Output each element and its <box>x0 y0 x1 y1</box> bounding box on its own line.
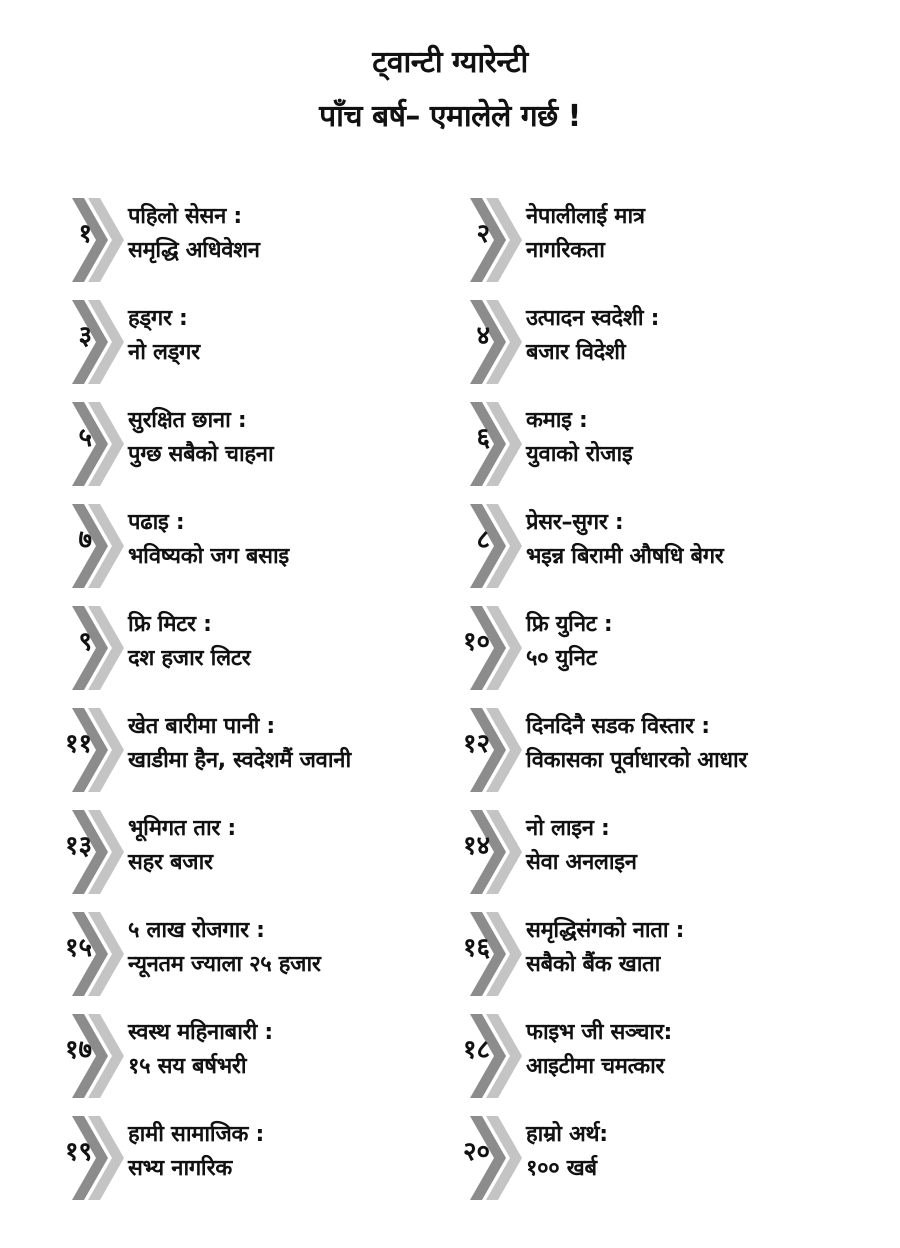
item-detail: विकासका पूर्वाधारको आधार <box>526 748 748 773</box>
item-heading: फाइभ जी सञ्चार: <box>526 1020 673 1045</box>
item-heading: पढाइ : <box>128 510 185 535</box>
item-detail: १०० खर्ब <box>526 1156 597 1181</box>
item-detail: सबैको बैंक खाता <box>526 952 661 977</box>
item-heading: उत्पादन स्वदेशी : <box>526 306 660 331</box>
list-item <box>436 1110 886 1202</box>
item-detail: सहर बजार <box>128 850 213 875</box>
item-number: १० <box>462 627 490 657</box>
list-item <box>38 294 448 386</box>
item-heading: समृद्धिसंगको नाता : <box>526 918 685 943</box>
item-number: ५ <box>78 423 92 453</box>
list-item <box>38 1110 448 1202</box>
item-heading: स्वस्थ महिनाबारी : <box>128 1020 273 1045</box>
list-item <box>436 294 886 386</box>
item-heading: सुरक्षित छाना : <box>128 408 247 433</box>
item-number: १३ <box>64 831 92 861</box>
page-title: ट्वान्टी ग्यारेन्टी <box>372 45 528 80</box>
list-item <box>436 396 886 488</box>
item-detail: समृद्धि अधिवेशन <box>128 238 260 263</box>
item-detail: बजार विदेशी <box>526 340 626 365</box>
item-number: १ <box>78 219 92 249</box>
item-detail: सेवा अनलाइन <box>526 850 637 875</box>
item-detail: पुग्छ सबैको चाहना <box>128 442 274 467</box>
list-item <box>436 192 886 284</box>
item-detail: न्यूनतम ज्याला २५ हजार <box>128 952 321 977</box>
item-number: १६ <box>462 933 490 963</box>
list-item <box>38 1008 448 1100</box>
item-number: १४ <box>462 831 490 861</box>
item-detail: नागरिकता <box>526 238 605 263</box>
item-heading: दिनदिनै सडक विस्तार : <box>526 714 710 739</box>
item-number: ६ <box>476 423 490 453</box>
item-detail: खाडीमा हैन, स्वदेशमैं जवानी <box>128 748 351 773</box>
item-heading: हामी सामाजिक : <box>128 1122 264 1147</box>
list-item <box>436 906 886 998</box>
item-heading: फ्रि युनिट : <box>526 612 613 637</box>
list-item <box>38 804 448 896</box>
item-detail: भइन्न बिरामी औषधि बेगर <box>526 544 724 569</box>
item-number: १५ <box>64 933 92 963</box>
item-detail: १५ सय बर्षभरी <box>128 1054 247 1079</box>
item-number: २ <box>476 219 490 249</box>
item-heading: नो लाइन : <box>526 816 610 841</box>
item-heading: प्रेसर–सुगर : <box>526 510 624 535</box>
item-number: ३ <box>78 321 92 351</box>
list-item <box>38 600 448 692</box>
item-heading: कमाइ : <box>526 408 588 433</box>
item-heading: नेपालीलाई मात्र <box>526 204 645 229</box>
page-subtitle: पाँच बर्ष– एमालेले गर्छ ! <box>319 99 581 134</box>
list-item <box>436 600 886 692</box>
item-number: ७ <box>78 525 92 555</box>
item-heading: फ्रि मिटर : <box>128 612 212 637</box>
item-number: १९ <box>64 1137 92 1167</box>
item-number: ४ <box>476 321 490 351</box>
item-number: २० <box>462 1137 490 1167</box>
list-item <box>38 396 448 488</box>
item-detail: ५० युनिट <box>526 646 597 671</box>
item-heading: भूमिगत तार : <box>128 816 236 841</box>
item-number: १७ <box>64 1035 92 1065</box>
item-detail: सभ्य नागरिक <box>128 1156 232 1181</box>
item-detail: आइटीमा चमत्कार <box>526 1054 665 1079</box>
list-item <box>436 1008 886 1100</box>
item-number: १८ <box>462 1035 490 1065</box>
item-detail: नो लड्गर <box>128 340 200 365</box>
list-item <box>38 702 448 794</box>
list-item <box>436 702 886 794</box>
item-detail: दश हजार लिटर <box>128 646 251 671</box>
item-heading: हाम्रो अर्थ: <box>526 1122 608 1147</box>
list-item <box>436 498 886 590</box>
item-number: ११ <box>64 729 92 759</box>
item-heading: हड्गर : <box>128 306 188 331</box>
item-heading: खेत बारीमा पानी : <box>128 714 275 739</box>
list-item <box>436 804 886 896</box>
item-heading: पहिलो सेसन : <box>128 204 242 229</box>
item-number: ८ <box>476 525 490 555</box>
item-detail: युवाको रोजाइ <box>526 442 633 467</box>
item-number: १२ <box>462 729 490 759</box>
item-number: ९ <box>78 627 92 657</box>
list-item <box>38 192 448 284</box>
list-item <box>38 498 448 590</box>
item-heading: ५ लाख रोजगार : <box>128 918 265 943</box>
list-item <box>38 906 448 998</box>
item-detail: भविष्यको जग बसाइ <box>128 544 289 569</box>
